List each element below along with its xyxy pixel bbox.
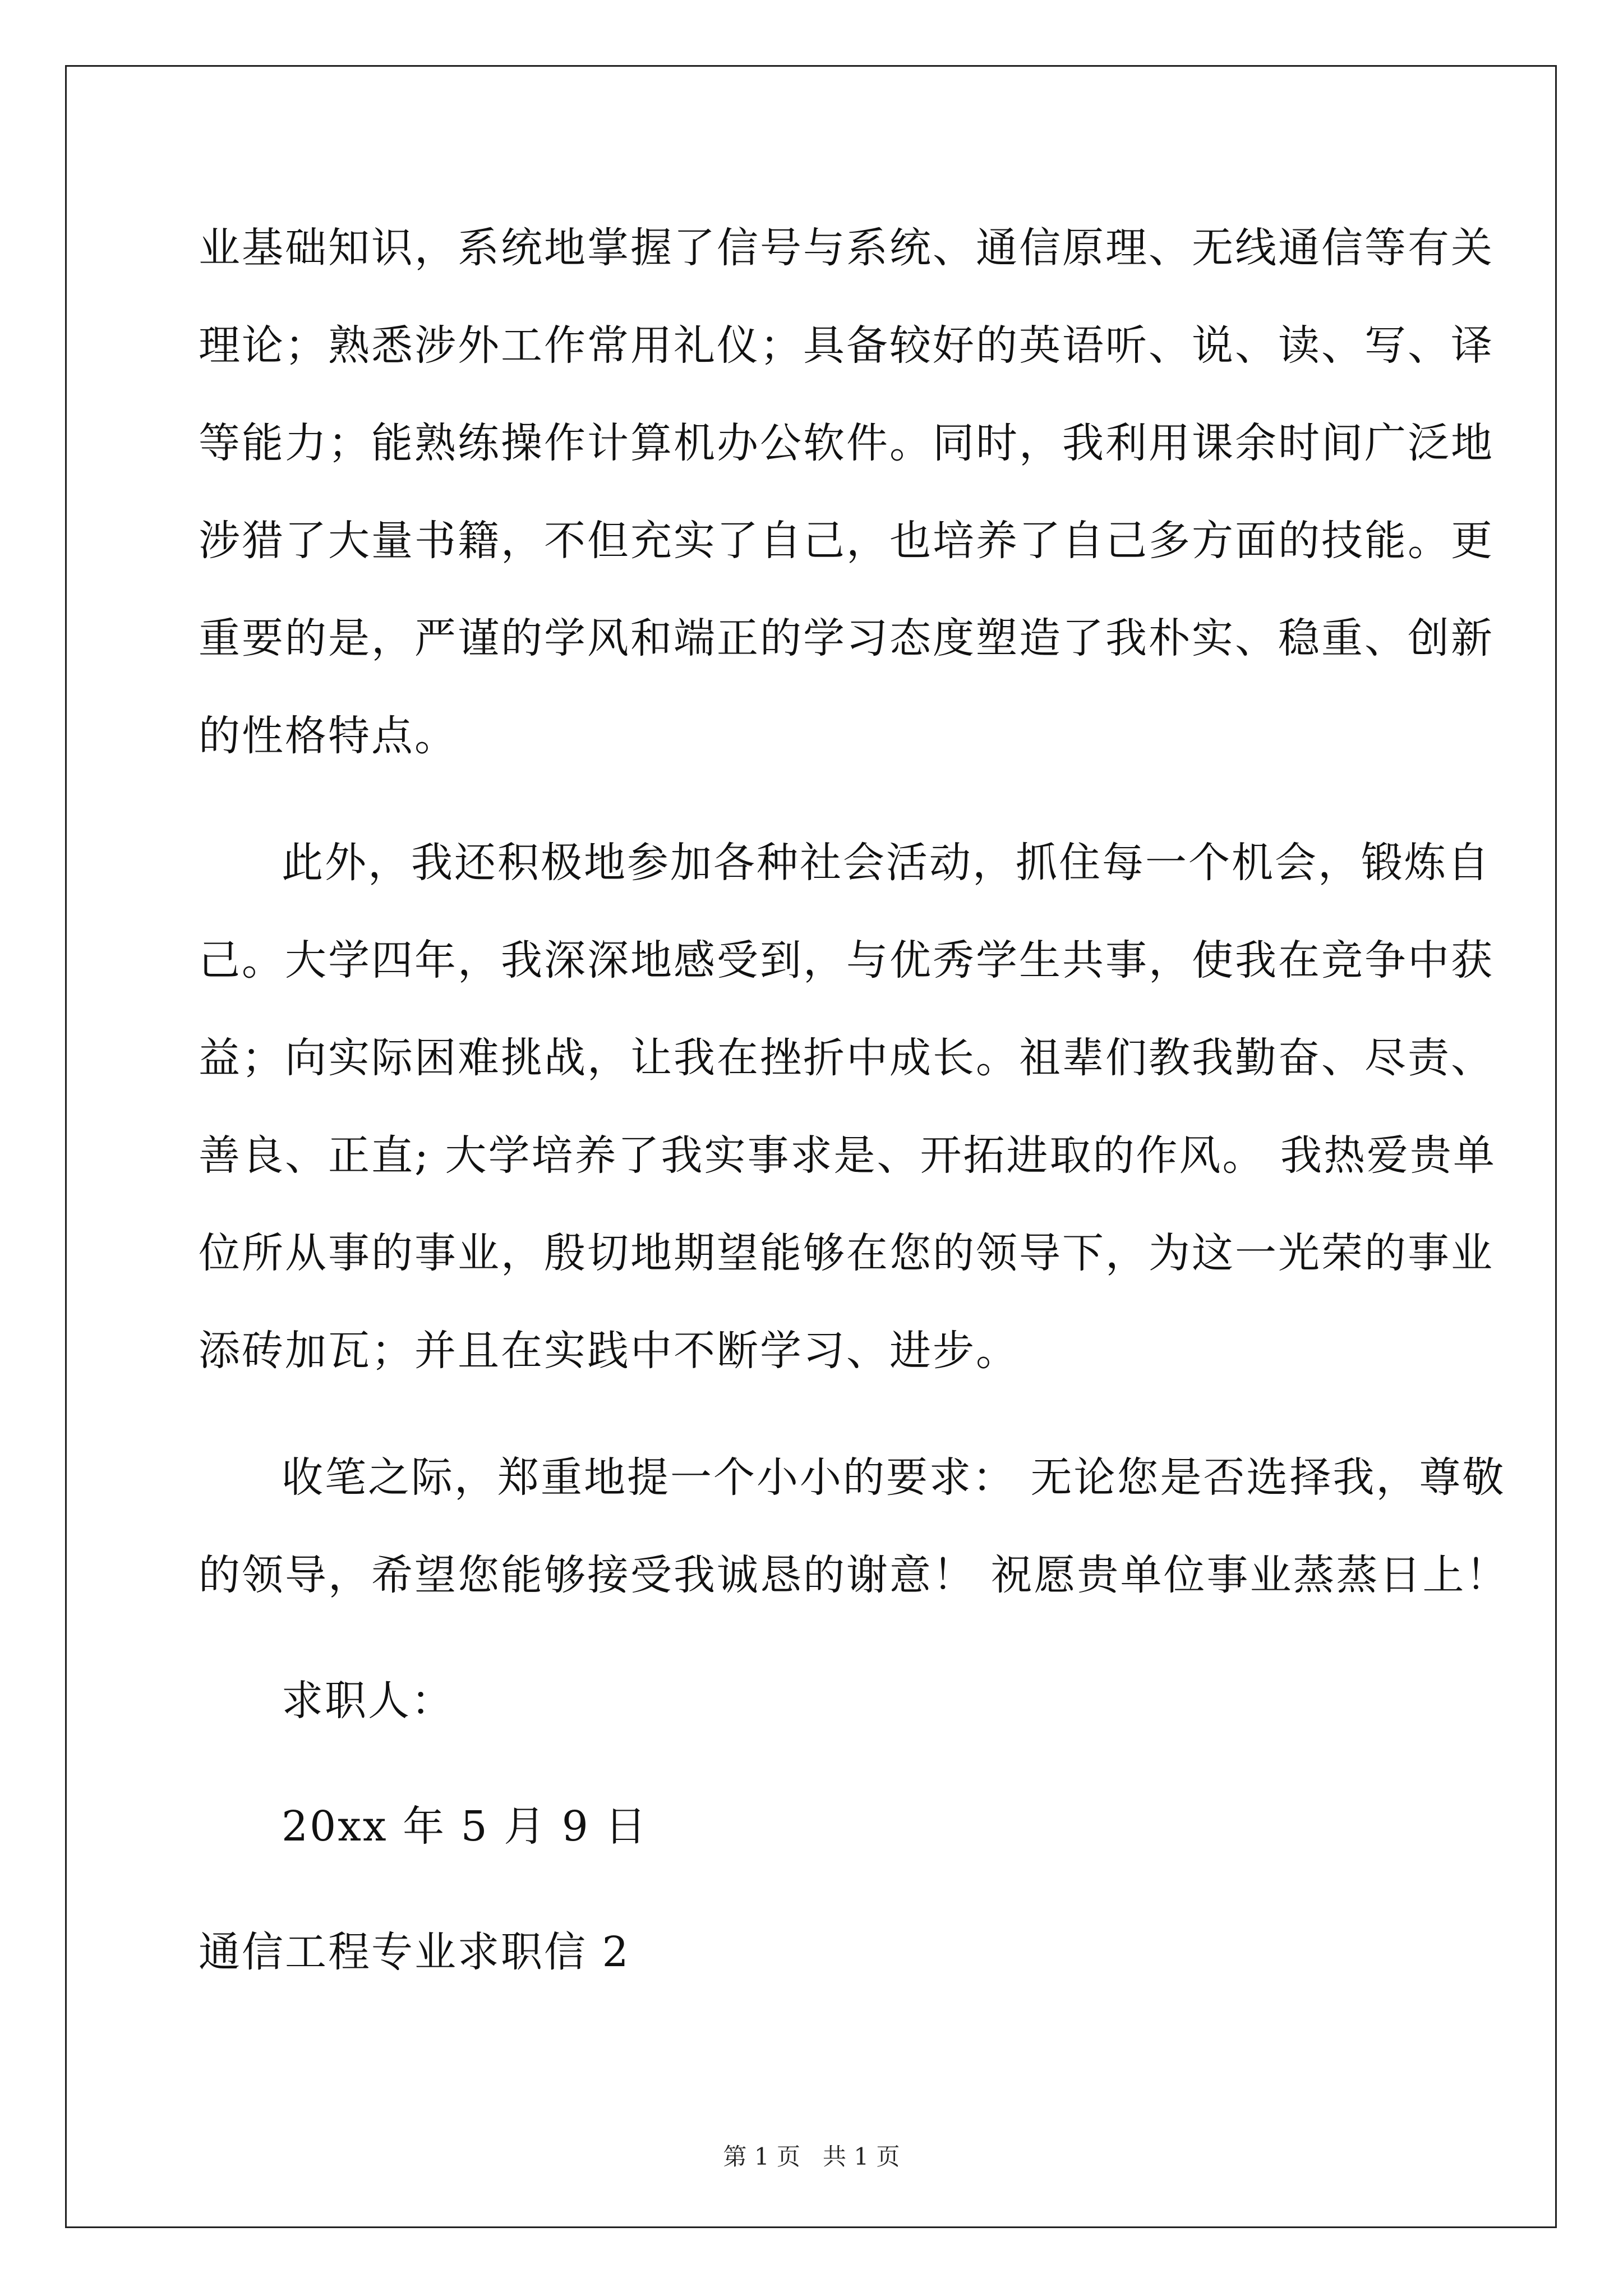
- text-line: 己。大学四年，我深深地感受到，与优秀学生共事，使我在竞争中获: [199, 936, 1494, 984]
- text-line: 涉猎了大量书籍，不但充实了自己，也培养了自己多方面的技能。更: [199, 517, 1494, 565]
- text-line: 重要的是，严谨的学风和端正的学习态度塑造了我朴实、稳重、创新: [199, 614, 1494, 662]
- page-number-footer: 第 1 页 共 1 页: [723, 2143, 900, 2170]
- text-line: 益；向实际困难挑战，让我在挫折中成长。祖辈们教我勤奋、尽责、: [199, 1034, 1494, 1082]
- paragraph-first-line: 收笔之际，郑重地提一个小小的要求： 无论您是否选择我，尊敬: [282, 1453, 1506, 1502]
- text-line: 业基础知识，系统地掌握了信号与系统、通信原理、无线通信等有关: [199, 224, 1494, 272]
- text-line: 等能力；能熟练操作计算机办公软件。同时，我利用课余时间广泛地: [199, 419, 1494, 467]
- text-line: 的领导，希望您能够接受我诚恳的谢意！ 祝愿贵单位事业蒸蒸日上！: [199, 1551, 1509, 1599]
- paragraph-first-line: 此外，我还积极地参加各种社会活动，抓住每一个机会，锻炼自: [282, 839, 1491, 887]
- section-heading: 通信工程专业求职信 2: [199, 1928, 630, 1976]
- text-line: 理论；熟悉涉外工作常用礼仪；具备较好的英语听、说、读、写、译: [199, 321, 1494, 370]
- text-line: 添砖加瓦；并且在实践中不断学习、进步。: [199, 1327, 1019, 1375]
- text-line: 善良、正直; 大学培养了我实事求是、开拓进取的作风。 我热爱贵单: [199, 1131, 1496, 1180]
- signature-label: 求职人：: [282, 1677, 454, 1725]
- letter-date: 20xx 年 5 月 9 日: [282, 1802, 648, 1851]
- text-line: 的性格特点。: [199, 712, 458, 760]
- text-line: 位所从事的事业，殷切地期望能够在您的领导下，为这一光荣的事业: [199, 1229, 1494, 1277]
